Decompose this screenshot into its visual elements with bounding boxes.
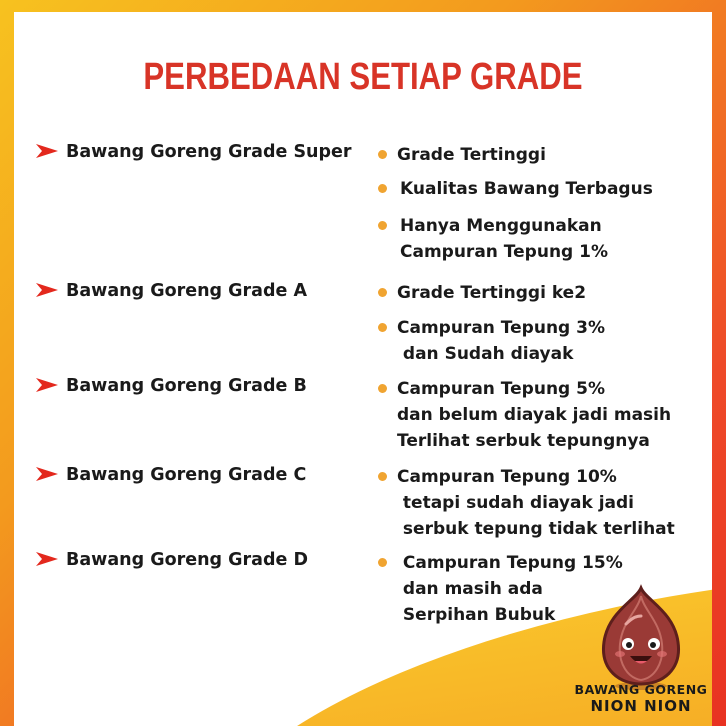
item-line: dan Sudah diayak (397, 344, 574, 364)
bullet-icon (378, 221, 387, 230)
arrow-icon (36, 144, 58, 158)
item-line: Campuran Tepung 5% (397, 379, 606, 399)
grade-label-super (36, 142, 352, 162)
grade-c-item-1 (378, 464, 675, 542)
grade-super-item-2 (378, 176, 653, 202)
item-line: dan belum diayak jadi masih (397, 405, 672, 425)
onion-mascot-icon (586, 582, 696, 692)
grade-super-item-1 (378, 142, 546, 168)
item-line: Grade Tertinggi (397, 145, 546, 165)
arrow-icon (36, 378, 58, 392)
grade-super-item-3 (378, 213, 608, 265)
arrow-icon (36, 552, 58, 566)
grade-label-b (36, 376, 307, 396)
item-line: dan masih ada (397, 579, 543, 599)
bullet-icon (378, 472, 387, 481)
item-line: Campuran Tepung 3% (397, 318, 606, 338)
bullet-icon (378, 150, 387, 159)
item-line: Campuran Tepung 10% (397, 467, 617, 487)
grade-b-item-1 (378, 376, 671, 454)
grade-label-text: Bawang Goreng Grade D (66, 550, 308, 570)
bullet-icon (378, 558, 387, 567)
bullet-icon (378, 288, 387, 297)
brand-name-line1: BAWANG GORENG (574, 682, 708, 697)
bullet-icon (378, 384, 387, 393)
grade-label-text: Bawang Goreng Grade C (66, 465, 307, 485)
item-line: serbuk tepung tidak terlihat (397, 519, 675, 539)
brand-name-line2: NION NION (590, 697, 692, 715)
grade-label-text: Bawang Goreng Grade B (66, 376, 307, 396)
arrow-icon (36, 283, 58, 297)
item-line: tetapi sudah diayak jadi (397, 493, 634, 513)
grade-label-a (36, 281, 307, 301)
item-line: Grade Tertinggi ke2 (397, 283, 587, 303)
bullet-icon (378, 184, 387, 193)
item-line: Kualitas Bawang Terbagus (400, 179, 653, 199)
grade-label-text: Bawang Goreng Grade A (66, 281, 308, 301)
item-line: Campuran Tepung 15% (397, 553, 623, 573)
page-title: PERBEDAAN SETIAP GRADE (143, 56, 583, 98)
grade-label-d (36, 550, 308, 570)
grade-a-item-2 (378, 315, 605, 367)
item-line: Campuran Tepung 1% (400, 242, 609, 262)
grade-label-text: Bawang Goreng Grade Super (66, 142, 352, 162)
item-line: Terlihat serbuk tepungnya (397, 431, 650, 451)
arrow-icon (36, 467, 58, 481)
grade-label-c (36, 465, 306, 485)
item-line: Serpihan Bubuk (397, 605, 556, 625)
item-line: Hanya Menggunakan (400, 216, 602, 236)
grade-a-item-1 (378, 280, 586, 306)
bullet-icon (378, 323, 387, 332)
